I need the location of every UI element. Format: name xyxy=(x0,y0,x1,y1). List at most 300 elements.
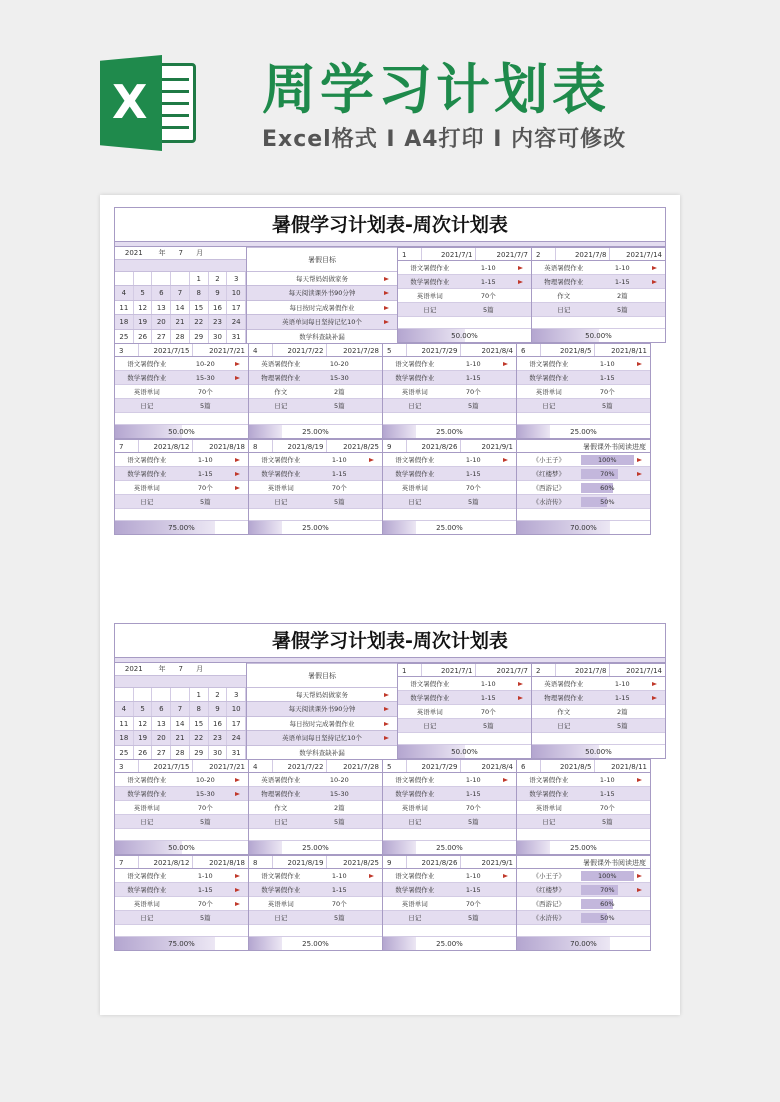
spacer-row xyxy=(115,509,248,521)
task-flag-cell[interactable] xyxy=(515,677,531,690)
week-number: 2 xyxy=(532,664,556,676)
task-flag-cell[interactable] xyxy=(649,275,665,288)
goal-item[interactable] xyxy=(247,716,397,730)
task-flag-cell[interactable] xyxy=(634,787,650,800)
week-progress xyxy=(383,937,516,951)
task-flag-cell[interactable] xyxy=(634,399,650,412)
calendar-week-row xyxy=(115,329,246,343)
task-flag-cell[interactable] xyxy=(232,869,248,882)
task-amount: 70个 xyxy=(465,900,481,908)
spacer-row xyxy=(517,413,650,425)
task-amount: 5篇 xyxy=(333,818,345,826)
task-name: 数学暑假作业 xyxy=(261,470,301,478)
task-flag-cell[interactable] xyxy=(649,289,665,302)
progress-percent: 70.00% xyxy=(570,940,597,948)
task-row[interactable] xyxy=(398,691,531,705)
task-flag-cell[interactable] xyxy=(634,371,650,384)
task-flag-cell[interactable] xyxy=(500,495,516,508)
task-row[interactable] xyxy=(115,371,248,385)
calendar-day: 3 xyxy=(227,688,246,701)
task-row[interactable] xyxy=(115,495,248,509)
task-name: 英语单词 xyxy=(267,484,294,492)
task-flag-cell[interactable] xyxy=(515,705,531,718)
task-flag-cell[interactable] xyxy=(500,481,516,494)
task-row[interactable] xyxy=(532,261,665,275)
task-flag-cell[interactable] xyxy=(634,357,650,370)
week-number: 1 xyxy=(398,664,422,676)
task-row[interactable] xyxy=(517,815,650,829)
task-amount: 1-15 xyxy=(331,470,347,478)
task-row[interactable] xyxy=(383,399,516,413)
task-flag-cell[interactable] xyxy=(649,705,665,718)
task-flag-cell[interactable] xyxy=(515,275,531,288)
task-row[interactable] xyxy=(249,495,382,509)
task-amount: 5篇 xyxy=(601,402,613,410)
task-row[interactable] xyxy=(249,371,382,385)
task-flag-cell[interactable] xyxy=(366,371,382,384)
task-row[interactable] xyxy=(115,453,248,467)
progress-percent: 25.00% xyxy=(570,844,597,852)
progress-percent: 25.00% xyxy=(436,940,463,948)
task-row[interactable] xyxy=(249,399,382,413)
task-amount: 1-10 xyxy=(599,776,615,784)
task-flag-cell[interactable] xyxy=(366,869,382,882)
task-row[interactable] xyxy=(249,815,382,829)
calendar-day: 30 xyxy=(209,330,228,343)
goal-item[interactable] xyxy=(247,314,397,328)
book-flag-cell[interactable] xyxy=(634,467,650,480)
goal-item[interactable] xyxy=(247,701,397,715)
calendar-day: 2 xyxy=(209,688,228,701)
week-block xyxy=(249,855,383,951)
goal-text: 英语单词每日坚持记忆10个 xyxy=(282,734,362,743)
task-row[interactable] xyxy=(249,911,382,925)
book-flag-cell[interactable] xyxy=(634,911,650,924)
task-flag-cell[interactable] xyxy=(232,399,248,412)
task-row[interactable] xyxy=(249,897,382,911)
task-row[interactable] xyxy=(532,275,665,289)
task-row[interactable] xyxy=(517,371,650,385)
goal-item[interactable] xyxy=(247,285,397,299)
progress-percent: 25.00% xyxy=(302,940,329,948)
week-block xyxy=(398,247,532,343)
task-name: 数学暑假作业 xyxy=(395,790,435,798)
task-row[interactable] xyxy=(115,869,248,883)
task-row[interactable] xyxy=(115,897,248,911)
book-row[interactable] xyxy=(517,897,650,911)
flag-icon xyxy=(518,696,523,700)
book-flag-cell[interactable] xyxy=(634,897,650,910)
task-row[interactable] xyxy=(383,869,516,883)
task-row[interactable] xyxy=(115,911,248,925)
week-end-date: 2021/7/28 xyxy=(343,763,379,771)
book-flag-cell[interactable] xyxy=(634,481,650,494)
task-flag-cell[interactable] xyxy=(232,467,248,480)
task-amount: 10-20 xyxy=(329,776,349,784)
task-flag-cell[interactable] xyxy=(366,385,382,398)
task-flag-cell[interactable] xyxy=(232,357,248,370)
task-row[interactable] xyxy=(249,787,382,801)
goal-text: 每天阅读课外书90分钟 xyxy=(288,705,356,714)
flag-icon xyxy=(235,472,240,476)
task-row[interactable] xyxy=(383,773,516,787)
task-amount: 1-15 xyxy=(465,886,481,894)
task-amount: 1-10 xyxy=(465,776,481,784)
task-row[interactable] xyxy=(115,815,248,829)
task-amount: 1-10 xyxy=(465,872,481,880)
task-row[interactable] xyxy=(249,467,382,481)
task-flag-cell[interactable] xyxy=(500,453,516,466)
book-row[interactable] xyxy=(517,495,650,509)
task-row[interactable] xyxy=(517,773,650,787)
reading-progress xyxy=(517,937,650,951)
task-name: 数学暑假作业 xyxy=(410,278,450,286)
goal-item[interactable] xyxy=(247,329,397,343)
goal-item[interactable] xyxy=(247,687,397,701)
task-flag-cell[interactable] xyxy=(366,773,382,786)
calendar-day: 25 xyxy=(115,330,134,343)
calendar-day xyxy=(134,272,153,285)
task-row[interactable] xyxy=(383,897,516,911)
task-flag-cell[interactable] xyxy=(634,815,650,828)
task-row[interactable] xyxy=(383,357,516,371)
task-amount: 5篇 xyxy=(333,498,345,506)
task-flag-cell[interactable] xyxy=(500,869,516,882)
goal-item[interactable] xyxy=(247,745,397,759)
task-row[interactable] xyxy=(383,467,516,481)
task-flag-cell[interactable] xyxy=(649,261,665,274)
task-row[interactable] xyxy=(398,261,531,275)
task-flag-cell[interactable] xyxy=(232,897,248,910)
calendar-month: 7 xyxy=(178,665,184,673)
goal-text: 每天帮妈妈做家务 xyxy=(296,691,348,699)
calendar-day: 4 xyxy=(115,702,134,715)
task-flag-cell[interactable] xyxy=(515,691,531,704)
spacer-row xyxy=(249,829,382,841)
task-amount: 10-20 xyxy=(195,360,215,368)
task-row[interactable] xyxy=(398,719,531,733)
week-start-date: 2021/7/15 xyxy=(139,344,194,356)
task-amount: 1-10 xyxy=(465,456,481,464)
spacer-row xyxy=(249,413,382,425)
weeks-row-2 xyxy=(114,343,666,439)
week-header xyxy=(517,759,650,773)
task-row[interactable] xyxy=(532,303,665,317)
calendar-day: 21 xyxy=(171,315,190,328)
task-amount: 70个 xyxy=(599,388,615,396)
task-row[interactable] xyxy=(115,481,248,495)
task-row[interactable] xyxy=(517,787,650,801)
task-amount: 5篇 xyxy=(333,402,345,410)
task-flag-cell[interactable] xyxy=(515,303,531,316)
task-row[interactable] xyxy=(517,801,650,815)
task-name: 日记 xyxy=(140,402,154,410)
calendar-day: 10 xyxy=(227,286,246,299)
task-row[interactable] xyxy=(398,677,531,691)
week-start-date: 2021/8/19 xyxy=(273,856,328,868)
task-flag-cell[interactable] xyxy=(232,773,248,786)
task-amount: 5篇 xyxy=(467,498,479,506)
task-flag-cell[interactable] xyxy=(634,801,650,814)
task-flag-cell[interactable] xyxy=(500,357,516,370)
task-flag-cell[interactable] xyxy=(366,357,382,370)
book-row[interactable] xyxy=(517,911,650,925)
task-row[interactable] xyxy=(383,801,516,815)
week-block xyxy=(383,439,517,535)
week-header xyxy=(383,759,516,773)
task-flag-cell[interactable] xyxy=(232,385,248,398)
task-row[interactable] xyxy=(532,677,665,691)
task-flag-cell[interactable] xyxy=(232,481,248,494)
week-progress xyxy=(532,329,665,343)
task-flag-cell[interactable] xyxy=(232,883,248,896)
task-row[interactable] xyxy=(532,289,665,303)
calendar-day: 25 xyxy=(115,746,134,759)
task-row[interactable] xyxy=(249,801,382,815)
task-flag-cell[interactable] xyxy=(649,691,665,704)
week-block xyxy=(249,343,383,439)
book-row[interactable] xyxy=(517,467,650,481)
task-row[interactable] xyxy=(532,705,665,719)
task-row[interactable] xyxy=(115,399,248,413)
task-row[interactable] xyxy=(383,385,516,399)
task-flag-cell[interactable] xyxy=(366,495,382,508)
week-start-date: 2021/7/29 xyxy=(407,344,462,356)
task-name: 数学暑假作业 xyxy=(395,374,435,382)
task-row[interactable] xyxy=(249,773,382,787)
task-amount: 5篇 xyxy=(467,818,479,826)
week-end-date: 2021/7/14 xyxy=(626,251,662,259)
week-number: 8 xyxy=(249,440,273,452)
task-row[interactable] xyxy=(383,453,516,467)
task-flag-cell[interactable] xyxy=(500,815,516,828)
week-end-date: 2021/9/1 xyxy=(481,859,513,867)
progress-bar-fill xyxy=(383,521,416,534)
goal-text: 每天阅读课外书90分钟 xyxy=(288,289,356,298)
task-flag-cell[interactable] xyxy=(232,371,248,384)
task-name: 语文暑假作业 xyxy=(395,872,435,880)
task-name: 作文 xyxy=(274,388,288,396)
task-flag-cell[interactable] xyxy=(232,495,248,508)
task-flag-cell[interactable] xyxy=(366,911,382,924)
calendar-day xyxy=(171,688,190,701)
book-progress-percent: 100% xyxy=(598,456,617,464)
calendar-week-row xyxy=(115,730,246,744)
goals-title: 暑假目标 xyxy=(247,663,397,687)
task-flag-cell[interactable] xyxy=(366,787,382,800)
task-flag-cell[interactable] xyxy=(500,385,516,398)
calendar-day xyxy=(171,272,190,285)
task-row[interactable] xyxy=(383,787,516,801)
book-row[interactable] xyxy=(517,883,650,897)
book-name: 《红楼梦》 xyxy=(532,886,565,894)
week-end-date: 2021/8/25 xyxy=(343,859,379,867)
calendar-day: 1 xyxy=(190,272,209,285)
task-row[interactable] xyxy=(249,453,382,467)
task-flag-cell[interactable] xyxy=(232,453,248,466)
goal-item[interactable] xyxy=(247,300,397,314)
book-progress-percent: 50% xyxy=(600,914,615,922)
task-row[interactable] xyxy=(517,357,650,371)
task-row[interactable] xyxy=(249,357,382,371)
calendar-day: 19 xyxy=(134,315,153,328)
task-flag-cell[interactable] xyxy=(232,815,248,828)
task-row[interactable] xyxy=(517,399,650,413)
task-flag-cell[interactable] xyxy=(366,453,382,466)
calendar-day xyxy=(152,272,171,285)
calendar-day: 18 xyxy=(115,315,134,328)
task-amount: 1-15 xyxy=(480,694,496,702)
task-row[interactable] xyxy=(532,719,665,733)
task-flag-cell[interactable] xyxy=(232,787,248,800)
task-row[interactable] xyxy=(398,289,531,303)
task-row[interactable] xyxy=(398,303,531,317)
book-progress-percent: 70% xyxy=(600,886,615,894)
task-flag-cell[interactable] xyxy=(232,911,248,924)
task-row[interactable] xyxy=(249,883,382,897)
task-flag-cell[interactable] xyxy=(500,787,516,800)
week-block xyxy=(398,663,532,759)
calendar-day: 27 xyxy=(152,746,171,759)
task-amount: 2篇 xyxy=(616,292,628,300)
goal-item[interactable] xyxy=(247,271,397,285)
task-flag-cell[interactable] xyxy=(366,883,382,896)
book-flag-cell[interactable] xyxy=(634,869,650,882)
week-end-date: 2021/7/21 xyxy=(209,763,245,771)
progress-percent: 50.00% xyxy=(585,748,612,756)
task-name: 语文暑假作业 xyxy=(261,872,301,880)
task-flag-cell[interactable] xyxy=(515,719,531,732)
task-row[interactable] xyxy=(115,801,248,815)
task-row[interactable] xyxy=(383,815,516,829)
task-flag-cell[interactable] xyxy=(366,467,382,480)
flag-icon xyxy=(518,266,523,270)
book-flag-cell[interactable] xyxy=(634,883,650,896)
calendar-day: 28 xyxy=(171,330,190,343)
task-name: 语文暑假作业 xyxy=(529,360,569,368)
task-row[interactable] xyxy=(115,385,248,399)
task-row[interactable] xyxy=(383,911,516,925)
task-flag-cell[interactable] xyxy=(366,801,382,814)
spacer-row xyxy=(398,733,531,745)
task-flag-cell[interactable] xyxy=(634,773,650,786)
flag-icon xyxy=(384,291,389,295)
task-flag-cell[interactable] xyxy=(649,303,665,316)
task-amount: 2篇 xyxy=(616,708,628,716)
task-row[interactable] xyxy=(249,481,382,495)
task-flag-cell[interactable] xyxy=(500,897,516,910)
task-row[interactable] xyxy=(115,787,248,801)
calendar-day: 23 xyxy=(209,731,228,744)
task-flag-cell[interactable] xyxy=(500,371,516,384)
top-section xyxy=(114,247,666,343)
task-row[interactable] xyxy=(115,357,248,371)
book-flag-cell[interactable] xyxy=(634,495,650,508)
week-progress xyxy=(115,425,248,439)
task-row[interactable] xyxy=(115,773,248,787)
week-header xyxy=(249,759,382,773)
reading-title: 暑假课外书阅读进度 xyxy=(583,859,646,867)
task-name: 作文 xyxy=(274,804,288,812)
calendar-day: 19 xyxy=(134,731,153,744)
task-row[interactable] xyxy=(383,371,516,385)
task-row[interactable] xyxy=(115,883,248,897)
task-amount: 1-10 xyxy=(197,456,213,464)
calendar-day: 7 xyxy=(171,702,190,715)
task-flag-cell[interactable] xyxy=(649,719,665,732)
task-flag-cell[interactable] xyxy=(634,385,650,398)
calendar-spacer xyxy=(115,259,246,271)
flag-icon xyxy=(235,874,240,878)
task-row[interactable] xyxy=(249,385,382,399)
task-flag-cell[interactable] xyxy=(366,399,382,412)
calendar-day: 9 xyxy=(209,286,228,299)
task-flag-cell[interactable] xyxy=(366,815,382,828)
task-name: 日记 xyxy=(274,402,288,410)
task-row[interactable] xyxy=(383,481,516,495)
task-flag-cell[interactable] xyxy=(649,677,665,690)
reading-header xyxy=(517,439,650,453)
task-row[interactable] xyxy=(383,883,516,897)
month-calendar xyxy=(115,247,247,343)
book-row[interactable] xyxy=(517,481,650,495)
task-flag-cell[interactable] xyxy=(500,911,516,924)
task-flag-cell[interactable] xyxy=(515,289,531,302)
task-flag-cell[interactable] xyxy=(500,883,516,896)
task-flag-cell[interactable] xyxy=(366,897,382,910)
book-row[interactable] xyxy=(517,869,650,883)
week-number: 8 xyxy=(249,856,273,868)
task-flag-cell[interactable] xyxy=(500,773,516,786)
weeks-row-2 xyxy=(114,759,666,855)
calendar-day: 29 xyxy=(190,746,209,759)
week-block xyxy=(115,343,249,439)
task-flag-cell[interactable] xyxy=(366,481,382,494)
task-amount: 5篇 xyxy=(467,914,479,922)
task-flag-cell[interactable] xyxy=(500,467,516,480)
goal-item[interactable] xyxy=(247,730,397,744)
calendar-week-row xyxy=(115,285,246,299)
task-flag-cell[interactable] xyxy=(232,801,248,814)
book-name: 《西游记》 xyxy=(532,900,565,908)
task-row[interactable] xyxy=(532,691,665,705)
calendar-year: 2021 xyxy=(124,665,143,673)
book-progress-percent: 60% xyxy=(600,484,615,492)
task-amount: 70个 xyxy=(465,388,481,396)
page-title: 周学习计划表 xyxy=(262,58,610,121)
task-row[interactable] xyxy=(517,385,650,399)
task-row[interactable] xyxy=(398,705,531,719)
goal-text: 每天帮妈妈做家务 xyxy=(296,275,348,283)
flag-icon xyxy=(235,778,240,782)
flag-icon xyxy=(503,362,508,366)
task-row[interactable] xyxy=(383,495,516,509)
task-flag-cell[interactable] xyxy=(500,801,516,814)
book-flag-cell[interactable] xyxy=(634,453,650,466)
flag-icon xyxy=(637,458,642,462)
calendar-day: 23 xyxy=(209,315,228,328)
task-row[interactable] xyxy=(115,467,248,481)
task-amount: 1-10 xyxy=(480,264,496,272)
task-amount: 70个 xyxy=(480,708,496,716)
task-row[interactable] xyxy=(249,869,382,883)
task-row[interactable] xyxy=(398,275,531,289)
calendar-day: 14 xyxy=(171,301,190,314)
task-flag-cell[interactable] xyxy=(500,399,516,412)
calendar-day: 31 xyxy=(227,330,246,343)
book-row[interactable] xyxy=(517,453,650,467)
task-flag-cell[interactable] xyxy=(515,261,531,274)
